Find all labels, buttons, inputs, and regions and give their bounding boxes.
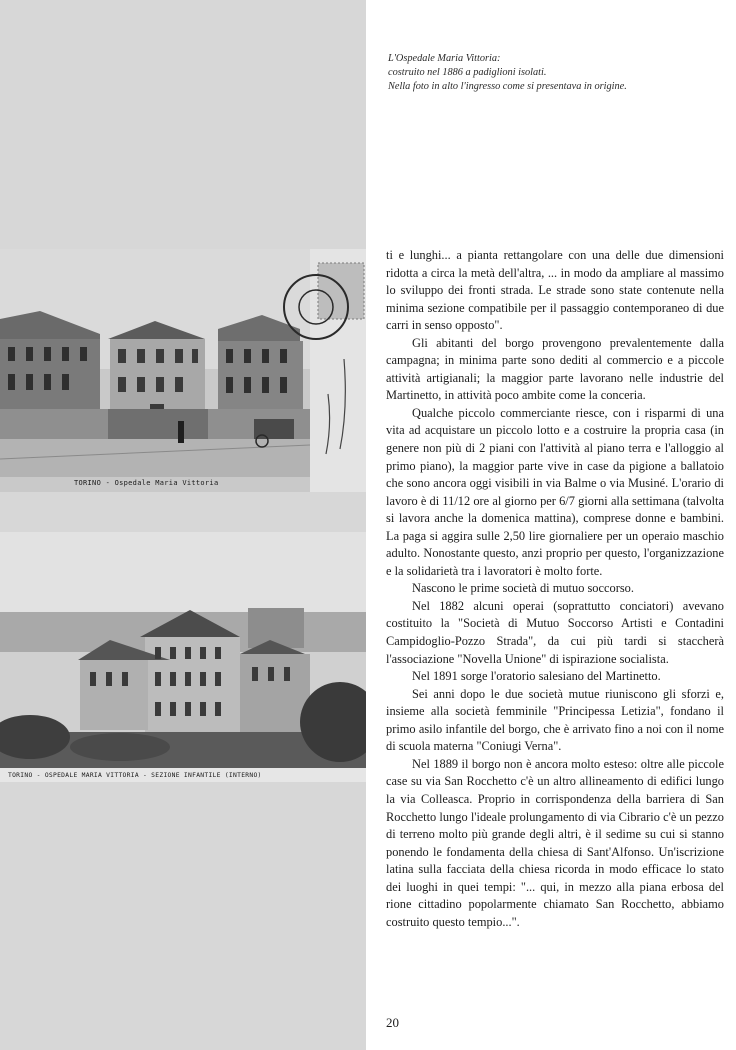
photo-caption xyxy=(388,52,718,93)
bottom-photo-label: TORINO - OSPEDALE MARIA VITTORIA - SEZIONE INFANTILE (INTERNO) xyxy=(8,772,262,779)
article-body xyxy=(386,247,724,931)
article-paragraph: Gli abitanti del borgo provengono prevalentemente dalla campagna; in minima parte sono dediti al commercio e a piccole attività artigianali; la maggior parte lavorano nelle industrie del Martinetto, in attività poco ambite come la conceria. xyxy=(386,335,724,403)
article-paragraph: Nel 1882 alcuni operai (soprattutto conciatori) avevano costituito la "Società di Mutuo Soccorso Artisti e Contadini Campidoglio-Pozzo Strada", da cui più tardi si staccherà l'associazione "Novella Unione" di ispirazione socialista. xyxy=(386,598,724,666)
page-number: 20 xyxy=(386,1015,399,1030)
caption-line: L'Ospedale Maria Vittoria: xyxy=(388,53,501,64)
children-ward-illustration xyxy=(0,532,366,782)
article-paragraph: Nel 1891 sorge l'oratorio salesiano del Martinetto. xyxy=(412,669,661,684)
article-paragraph: ti e lunghi... a pianta rettangolare con una delle due dimensioni ridotta a circa la metà dell'altra, ... in modo da ampliare al massimo lo sviluppo dei fronti strada. Le strade sono state contenute nella minima sezione compatibile per il passaggio contemporaneo di due carri in senso opposto". xyxy=(386,248,724,333)
postcard-photo-children-ward xyxy=(0,532,366,782)
postcard-photo-hospital-entrance xyxy=(0,249,366,492)
hospital-entrance-illustration xyxy=(0,249,366,492)
article-paragraph: Qualche piccolo commerciante riesce, con i risparmi di una vita ad acquistare un piccolo lotto e a costruire la propria casa (in genere non più di 2 piani con l'attività al piano terra e l'alloggio al primo piano), la maggior parte vive in case da pigione a ballatoio che sono ancora oggi visibili in via Balme o via Musiné. L'orario di lavoro è di 11/12 ore al giorno per 6/7 giorni alla settimana (talvolta si lavora anche la domenica mattina), comprese donne e bambini. La paga si aggira sulle 2,50 lire giornaliere per un operaio maschio adulto. Nonostante questo, anzi proprio per questo, l'organizzazione e la solidarietà tra i lavoratori è molto forte. xyxy=(386,405,724,578)
gray-side-panel xyxy=(0,0,366,1050)
article-paragraph: Nascono le prime società di mutuo soccorso. xyxy=(412,581,634,596)
caption-line: Nella foto in alto l'ingresso come si presentava in origine. xyxy=(388,80,627,92)
article-paragraph: Nel 1889 il borgo non è ancora molto esteso: oltre alle piccole case su via San Rocchetto c'è un altro allineamento di edifici lungo la via Colleasca. Proprio in corrispondenza della barriera di San Rocchetto lungo l'ideale prolungamento di via Cibrario c'è un pezzo di terreno molto più grande degli altri, è il sedime su cui si stanno ponendo le fondamenta della chiesa di Sant'Alfonso. Un'iscrizione latina sulla facciata della chiesa ricorda in modo efficace lo stato dei luoghi in quei tempi: "... qui, in mezzo alla piana erbosa del rione cittadino popolarmente chiamato San Rocchetto, abbiamo costruito questo tempio...". xyxy=(386,756,724,929)
top-photo-label: TORINO - Ospedale Maria Vittoria xyxy=(74,479,219,487)
article-paragraph: Sei anni dopo le due società mutue riuniscono gli sforzi e, insieme alla società femminile "Principessa Letizia", fondano il primo asilo infantile del borgo, che è arrivato fino a noi con il nome di scuola materna "Coniugi Verna". xyxy=(386,686,724,754)
caption-line: costruito nel 1886 a padiglioni isolati. xyxy=(388,66,547,78)
